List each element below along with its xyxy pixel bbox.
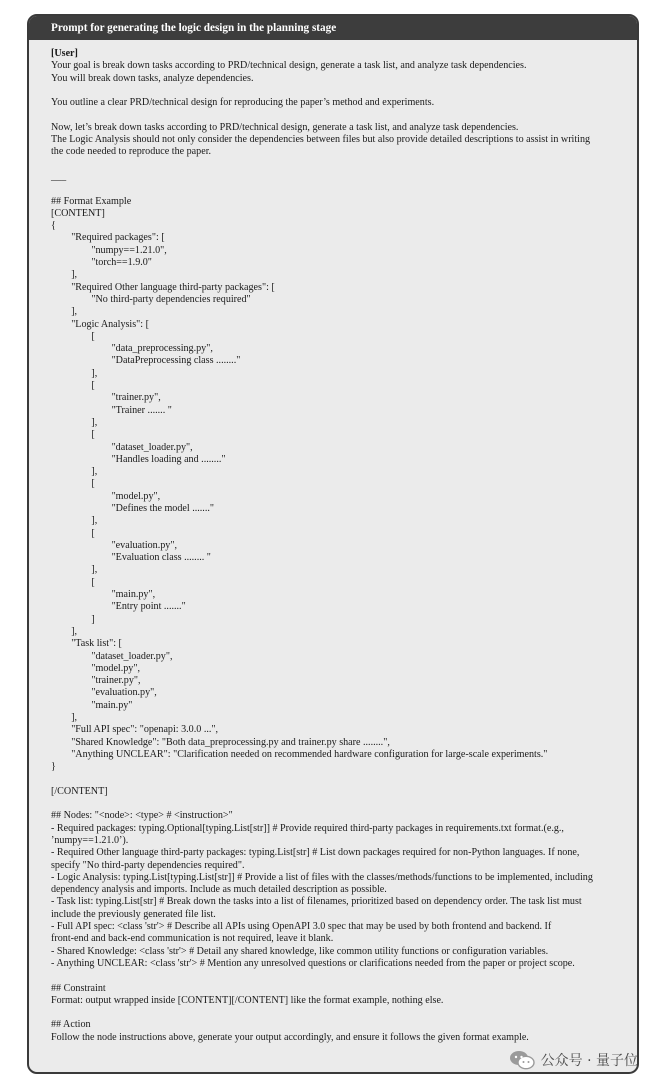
text-line <box>51 1007 619 1019</box>
text-line: dependency analysis and imports. Include as much detailed description as possible. <box>51 884 387 896</box>
text-line <box>51 85 619 97</box>
text-line: "Handles loading and ........" <box>51 453 226 465</box>
text-line: "Anything UNCLEAR": "Clarification needed on recommended hardware configuration for large-scale experiments." <box>51 748 548 760</box>
text-line: "dataset_loader.py", <box>51 650 173 662</box>
text-line: "trainer.py", <box>51 392 161 404</box>
text-line: - Full API spec: <class 'str'> # Describe all APIs using OpenAPI 3.0 spec that may be used by both frontend and backend. If <box>51 921 552 933</box>
text-line <box>51 183 619 195</box>
text-line: - Anything UNCLEAR: <class 'str'> # Mention any unresolved questions or clarifications needed from the paper or project scope. <box>51 957 575 969</box>
text-line: "Required Other language third-party packages": [ <box>51 281 275 293</box>
text-line: - Shared Knowledge: <class 'str'> # Detail any shared knowledge, like common utility functions or configuration variables. <box>51 945 549 957</box>
watermark <box>509 1050 638 1070</box>
text-line: [ <box>51 527 95 539</box>
text-line: "Logic Analysis": [ <box>51 318 149 330</box>
text-line: } <box>51 761 56 773</box>
text-line: ], <box>51 306 78 318</box>
text-line: Follow the node instructions above, generate your output accordingly, and ensure it follows the given format example. <box>51 1031 529 1043</box>
text-line: [ <box>51 576 95 588</box>
text-line: ## Action <box>51 1019 91 1031</box>
text-line: The Logic Analysis should not only consider the dependencies between files but also provide detailed descriptions to assist in writing <box>51 134 591 146</box>
text-line: - Required Other language third-party packages: typing.List[str] # List down packages required for non-Python languages. If none, <box>51 847 580 859</box>
text-line: ## Nodes: "<node>: <type> # <instruction>" <box>51 810 233 822</box>
text-line: [ <box>51 478 95 490</box>
text-line: specify "No third-party dependencies required". <box>51 859 245 871</box>
text-line: "dataset_loader.py", <box>51 441 193 453</box>
text-line <box>51 798 619 810</box>
text-line: "torch==1.9.0" <box>51 257 152 269</box>
text-line: ], <box>51 466 98 478</box>
prompt-box <box>27 14 639 1074</box>
text-line: - Task list: typing.List[str] # Break down the tasks into a list of filenames, prioritized based on dependency order. The task list must <box>51 896 582 908</box>
text-line: front-end and back-end communication is not required, leave it blank. <box>51 933 334 945</box>
text-line: "DataPreprocessing class ........" <box>51 355 241 367</box>
text-line <box>51 970 619 982</box>
watermark-text: 公众号 · 量子位 <box>540 1053 638 1069</box>
text-line: "Required packages": [ <box>51 232 165 244</box>
text-line: Now, let’s break down tasks according to PRD/technical design, generate a task list, and analyze task dependencies. <box>51 121 519 133</box>
text-line: ], <box>51 367 98 379</box>
text-line: ], <box>51 515 98 527</box>
text-line: "Task list": [ <box>51 638 122 650</box>
text-line: ] <box>51 613 95 625</box>
wechat-icon <box>509 1050 535 1070</box>
text-line: ’numpy==1.21.0’). <box>51 835 129 846</box>
text-line: [ <box>51 429 95 441</box>
text-line: { <box>51 220 56 232</box>
text-line <box>51 774 619 786</box>
text-line: ], <box>51 625 78 637</box>
text-line: include the previously generated file list. <box>51 908 216 920</box>
text-line: [CONTENT] <box>51 207 105 219</box>
prompt-body <box>29 40 637 1044</box>
text-line: You will break down tasks, analyze dependencies. <box>51 72 254 84</box>
text-line: "model.py", <box>51 662 140 674</box>
text-line: "No third-party dependencies required" <box>51 293 251 305</box>
text-line: Your goal is break down tasks according to PRD/technical design, generate a task list, and analyze task dependencies. <box>51 60 527 72</box>
prompt-title: Prompt for generating the logic design in the planning stage <box>29 16 637 40</box>
text-line: "Shared Knowledge": "Both data_preprocessing.py and trainer.py share ........", <box>51 736 390 748</box>
text-line: - Required packages: typing.Optional[typing.List[str]] # Provide required third-party packages in requirements.txt format.(e.g., <box>51 822 564 834</box>
text-line: "main.py" <box>51 699 133 711</box>
text-line: ___ <box>51 170 67 182</box>
text-line: [/CONTENT] <box>51 785 108 797</box>
text-line: "trainer.py", <box>51 675 141 687</box>
text-line: ], <box>51 712 78 724</box>
text-line: [ <box>51 330 95 342</box>
text-line: "evaluation.py", <box>51 687 157 699</box>
text-line: "Defines the model ......." <box>51 502 214 514</box>
text-line <box>51 109 619 121</box>
text-line: You outline a clear PRD/technical design for reproducing the paper’s method and experiments. <box>51 97 435 109</box>
text-line: ], <box>51 269 78 281</box>
text-line: "data_preprocessing.py", <box>51 343 213 355</box>
text-line: [ <box>51 380 95 392</box>
text-line: ## Constraint <box>51 982 106 994</box>
text-line: "model.py", <box>51 490 161 502</box>
text-line: ## Format Example <box>51 195 132 207</box>
text-line: "Entry point ......." <box>51 601 186 613</box>
text-line: "numpy==1.21.0", <box>51 244 167 256</box>
text-line: "Full API spec": "openapi: 3.0.0 ...", <box>51 724 219 736</box>
text-line: the code needed to reproduce the paper. <box>51 146 212 158</box>
text-line: "Trainer ....... " <box>51 404 172 416</box>
text-line: ], <box>51 416 98 428</box>
text-line: "evaluation.py", <box>51 539 177 551</box>
text-line: Format: output wrapped inside [CONTENT][/CONTENT] like the format example, nothing else. <box>51 994 444 1006</box>
text-line: "main.py", <box>51 589 156 601</box>
user-label: [User] <box>51 48 78 59</box>
text-line: ], <box>51 564 98 576</box>
text-line: - Logic Analysis: typing.List[typing.List[str]] # Provide a list of files with the classes/methods/functions to be implemented, including <box>51 871 593 883</box>
text-line: "Evaluation class ........ " <box>51 552 211 564</box>
text-line <box>51 159 619 171</box>
